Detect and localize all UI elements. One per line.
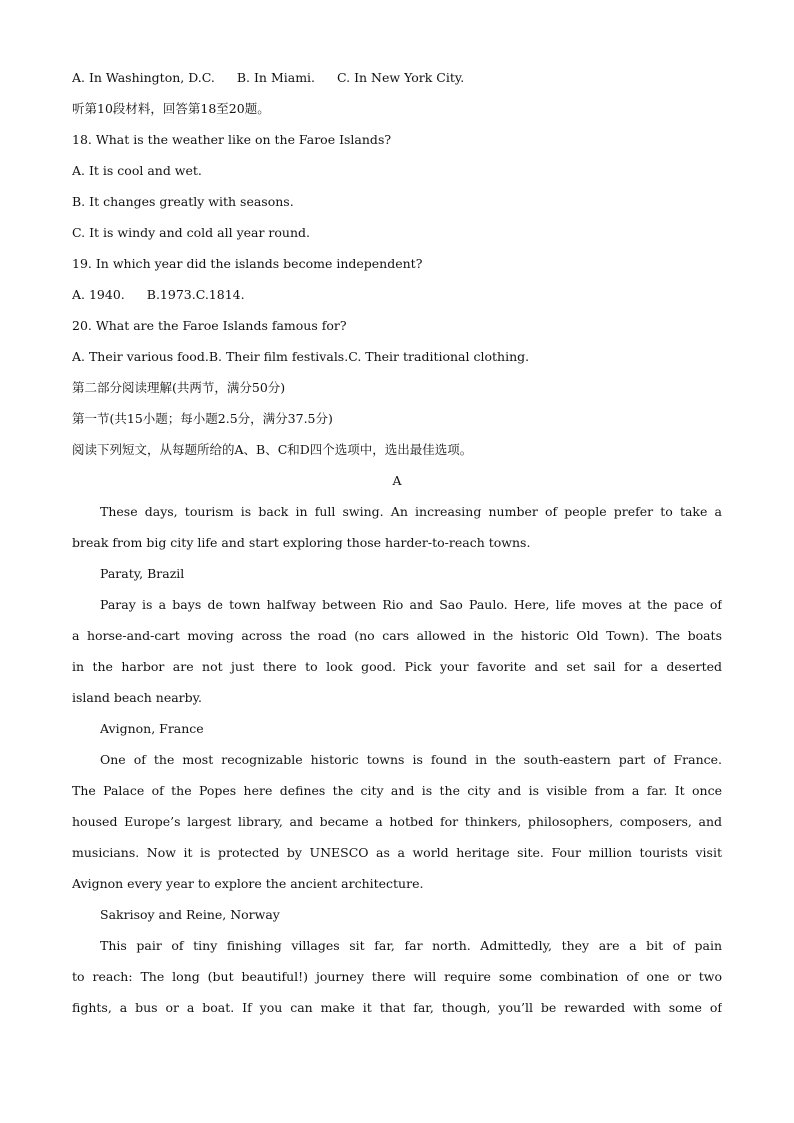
avignon-line: housed Europe’s largest library, and became a hotbed for thinkers, philosophers, composers, and [72, 814, 722, 829]
q17-option-b: B. In Miami. [236, 70, 316, 85]
q19-question: 19. In which year did the islands become independent? [72, 256, 423, 271]
norway-line: fights, a bus or a boat. If you can make it that far, though, you’ll be rewarded with some of [72, 1000, 722, 1015]
q17-options [72, 62, 722, 93]
q19-option-a: A. 1940. [72, 287, 125, 302]
q17-option-a: A. In Washington, D.C. [72, 70, 215, 85]
part2-title: 第二部分阅读理解(共两节，满分50分) [72, 380, 286, 395]
avignon-line: musicians. Now it is protected by UNESCO as a world heritage site. Four million tourists visit [72, 845, 722, 860]
q17-option-c: C. In New York City. [337, 70, 465, 85]
q19-option-c: C.1814. [195, 287, 245, 302]
intro-line: break from big city life and start exploring those harder-to-reach towns. [72, 535, 531, 550]
paraty-line: a horse-and-cart moving across the road (no cars allowed in the historic Old Town). The boats [72, 628, 722, 643]
norway-line: This pair of tiny finishing villages sit far, far north. Admittedly, they are a bit of pain [100, 938, 722, 953]
material-10-instruction: 听第10段材料，回答第18至20题。 [72, 101, 270, 116]
q20-question: 20. What are the Faroe Islands famous for? [72, 318, 347, 333]
norway-line: to reach: The long (but beautiful!) journey there will require some combination of one or two [72, 969, 722, 984]
paraty-line: Paray is a bays de town halfway between Rio and Sao Paulo. Here, life moves at the pace of [100, 597, 722, 612]
paraty-line: in the harbor are not just there to look good. Pick your favorite and set sail for a deserted [72, 659, 722, 674]
q20-option-a: A. Their various food. [72, 349, 209, 364]
exam-page [72, 62, 722, 1023]
q20-option-c: C. Their traditional clothing. [348, 349, 530, 364]
avignon-line: The Palace of the Popes here defines the city and is the city and is visible from a far. It once [72, 783, 722, 798]
place-heading-paraty: Paraty, Brazil [100, 566, 185, 581]
q18-option-b: B. It changes greatly with seasons. [72, 194, 294, 209]
paraty-line: island beach nearby. [72, 690, 203, 705]
q18-option-c: C. It is windy and cold all year round. [72, 225, 311, 240]
q18-question: 18. What is the weather like on the Faroe Islands? [72, 132, 392, 147]
passage-label: A [392, 473, 402, 488]
q19-options [72, 279, 722, 310]
place-heading-norway: Sakrisoy and Reine, Norway [100, 907, 280, 922]
section1-title: 第一节(共15小题；每小题2.5分，满分37.5分) [72, 411, 333, 426]
place-heading-avignon: Avignon, France [100, 721, 204, 736]
q19-option-b: B.1973. [146, 287, 196, 302]
q20-option-b: B. Their film festivals. [208, 349, 349, 364]
avignon-line: Avignon every year to explore the ancient architecture. [72, 876, 424, 891]
avignon-line: One of the most recognizable historic towns is found in the south-eastern part of France. [100, 752, 722, 767]
reading-instruction: 阅读下列短文，从每题所给的A、B、C和D四个选项中，选出最佳选项。 [72, 442, 473, 457]
q18-option-a: A. It is cool and wet. [72, 163, 202, 178]
intro-line: These days, tourism is back in full swing. An increasing number of people prefer to take a [100, 504, 722, 519]
q20-options [72, 341, 722, 372]
